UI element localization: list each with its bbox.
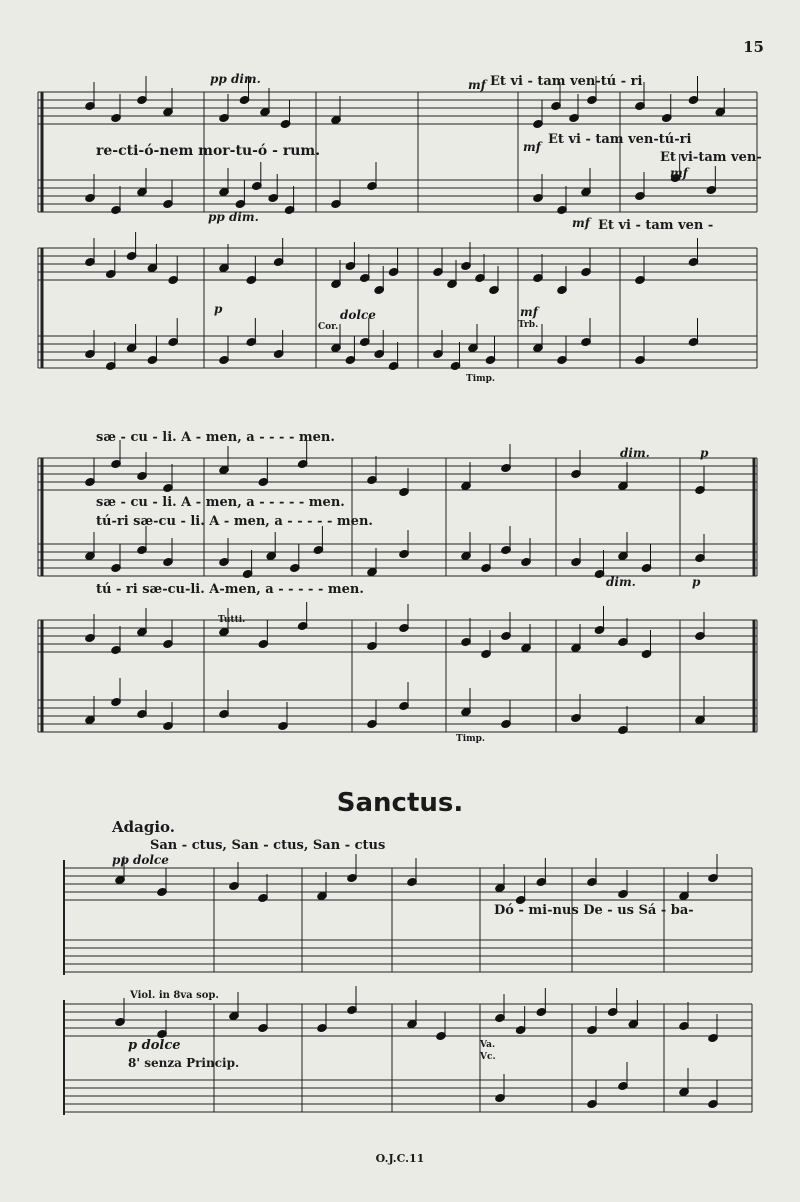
dyn-dim-1: dim.: [620, 446, 650, 460]
instr-timp-1: Timp.: [466, 374, 496, 384]
footer-label: O.J.C.11: [375, 1152, 425, 1165]
instr-vc: Vc.: [480, 1052, 496, 1062]
lyric-et-vitam-3: Et vi-tam ven-: [660, 150, 762, 165]
lyric-soprano-1: re-cti-ó-nem mor-tu-ó - rum.: [96, 143, 321, 159]
dyn-pp-dim-2: pp dim.: [208, 210, 259, 224]
lyric-line-1: sæ - cu - li. A - men, a - - - - men.: [96, 430, 335, 445]
lyric-et-vitam-2: Et vi - tam ven-tú-ri: [548, 132, 692, 147]
instr-va: Va.: [480, 1040, 496, 1050]
dyn-p-1: p: [700, 446, 709, 460]
instr-viol: Viol. in 8va sop.: [130, 990, 219, 1001]
dyn-dolce-organ: dolce: [340, 308, 376, 322]
lyric-et-vitam-1: Et vi - tam ven-tú - ri: [490, 74, 643, 89]
instr-timp-2: Timp.: [456, 734, 486, 744]
dyn-mf-1: mf: [468, 78, 486, 92]
dyn-p-dolce: p dolce: [128, 1038, 181, 1053]
dyn-mf-2: mf: [523, 140, 541, 154]
lyric-line-3: tú-ri sæ-cu - li. A - men, a - - - - - men.: [96, 514, 373, 529]
dyn-mf-3: mf: [670, 166, 688, 180]
dyn-mf-organ: mf: [520, 305, 538, 319]
instr-senza-princip: 8' senza Princip.: [128, 1056, 240, 1070]
dyn-mf-4: mf: [572, 216, 590, 230]
section-title: Sanctus.: [336, 788, 464, 818]
dyn-pp-dolce: pp dolce: [112, 853, 169, 867]
tempo-marking: Adagio.: [112, 818, 175, 836]
lyric-dominus: Dó - mi-nus De - us Sá - ba-: [494, 903, 694, 918]
dyn-p-organ: p: [214, 302, 223, 316]
dyn-pp-dim-1: pp dim.: [210, 72, 261, 86]
instr-cor: Cor.: [318, 322, 339, 332]
lyric-line-2: sæ - cu - li. A - men, a - - - - - men.: [96, 495, 345, 510]
page-number: 15: [743, 38, 764, 56]
instr-tutti: Tutti.: [218, 615, 246, 625]
lyric-sanctus: San - ctus, San - ctus, San - ctus: [150, 838, 386, 853]
dyn-dim-2: dim.: [606, 575, 636, 589]
dyn-p-2: p: [692, 575, 701, 589]
instr-trb: Trb.: [518, 320, 539, 330]
lyric-line-4: tú - ri sæ-cu-li. A-men, a - - - - - men.: [96, 582, 364, 597]
lyric-et-vitam-4: Et vi - tam ven -: [598, 218, 714, 233]
